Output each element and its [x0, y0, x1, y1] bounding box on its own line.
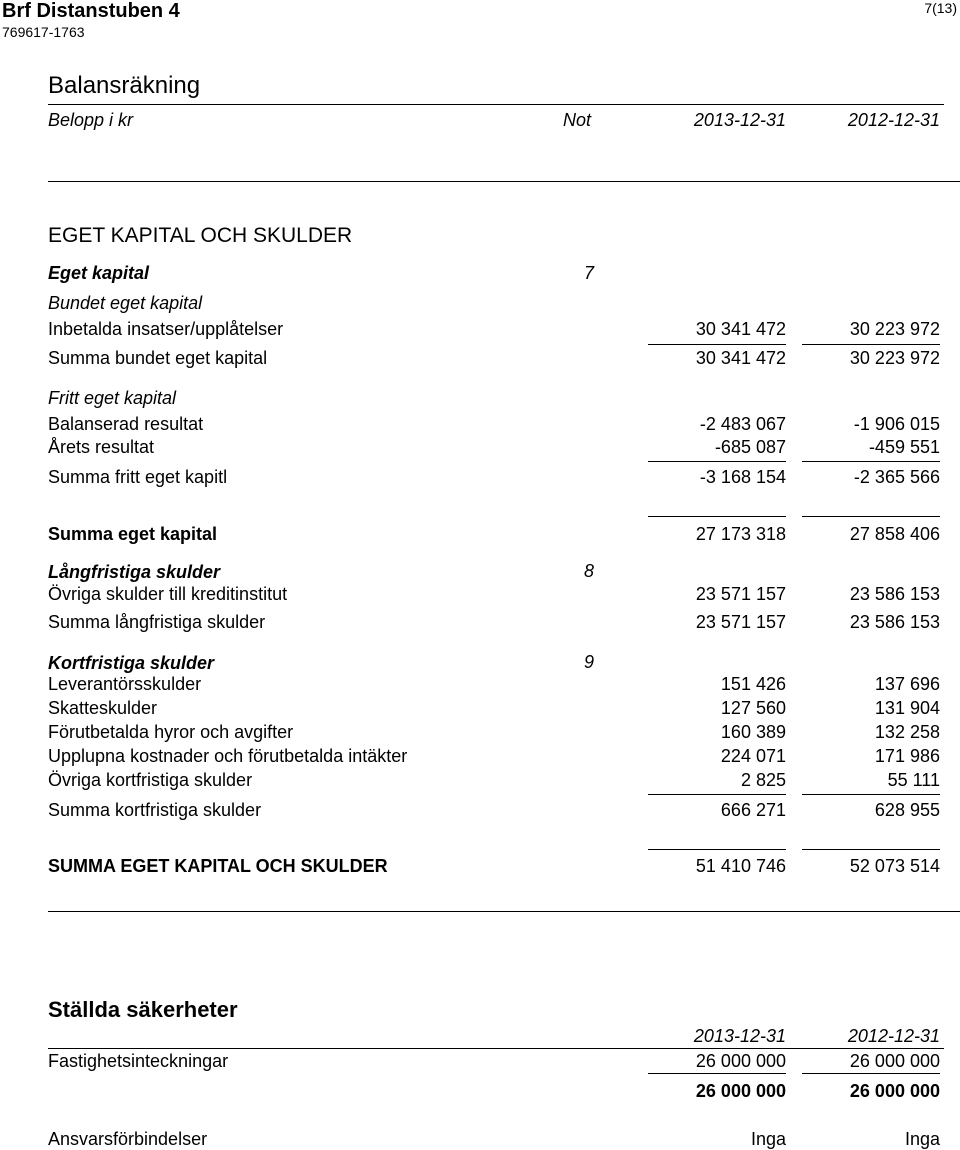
row-value-year1: 30 341 472	[695, 319, 786, 339]
securities-title: Ställda säkerheter	[48, 997, 238, 1022]
row-label: Övriga skulder till kreditinstitut	[48, 584, 288, 604]
balance-end-rule	[48, 911, 960, 912]
header-rule	[48, 181, 960, 182]
row-label: Upplupna kostnader och förutbetalda intäkter	[48, 746, 408, 766]
contingent-label: Ansvarsförbindelser	[48, 1129, 208, 1149]
securities-year2: 2012-12-31	[847, 1026, 940, 1046]
row-value-year2: 137 696	[874, 674, 940, 694]
row-value-year1: 2 825	[740, 770, 786, 790]
row-label: Årets resultat	[48, 437, 155, 457]
equity-note: 7	[584, 263, 595, 283]
row-label: Förutbetalda hyror och avgifter	[48, 722, 294, 742]
title-rule	[48, 104, 944, 105]
row-value-year1: 160 389	[720, 722, 786, 742]
row-value-year2: 131 904	[874, 698, 940, 718]
equity-total-label: Summa eget kapital	[48, 524, 218, 544]
sum-rule	[802, 794, 940, 795]
row-value-year1: -3 168 154	[699, 467, 786, 487]
row-value-year2: 30 223 972	[849, 348, 940, 368]
column-header-year2: 2012-12-31	[847, 110, 940, 130]
sum-rule	[648, 1073, 786, 1074]
sum-rule	[802, 344, 940, 345]
row-label: Summa bundet eget kapital	[48, 348, 268, 368]
section-title: EGET KAPITAL OCH SKULDER	[48, 224, 353, 247]
grand-total-year2: 52 073 514	[849, 856, 940, 876]
row-value-year2: 132 258	[874, 722, 940, 742]
long-term-heading: Långfristiga skulder	[48, 562, 221, 582]
row-value-year2: -2 365 566	[853, 467, 940, 487]
securities-year1: 2013-12-31	[693, 1026, 786, 1046]
securities-row-label: Fastighetsinteckningar	[48, 1051, 229, 1071]
sum-rule	[802, 461, 940, 462]
row-label: Övriga kortfristiga skulder	[48, 770, 253, 790]
row-value-year2: 55 111	[887, 770, 940, 790]
sum-rule	[648, 794, 786, 795]
row-label: Summa kortfristiga skulder	[48, 800, 262, 820]
column-header-note: Not	[563, 110, 592, 130]
column-header-year1: 2013-12-31	[693, 110, 786, 130]
page-title: Balansräkning	[48, 72, 201, 99]
row-value-year1: -685 087	[714, 437, 786, 457]
page-number: 7(13)	[924, 0, 957, 16]
contingent-year1: Inga	[750, 1129, 786, 1149]
row-value-year1: 23 571 157	[695, 612, 786, 632]
row-value-year2: 30 223 972	[849, 319, 940, 339]
contingent-year2: Inga	[904, 1129, 940, 1149]
row-value-year1: -2 483 067	[699, 414, 786, 434]
row-label: Skatteskulder	[48, 698, 158, 718]
row-value-year2: 23 586 153	[849, 584, 940, 604]
securities-row-year1: 26 000 000	[695, 1051, 786, 1071]
securities-row-year2: 26 000 000	[849, 1051, 940, 1071]
grand-total-label: SUMMA EGET KAPITAL OCH SKULDER	[48, 856, 388, 876]
row-value-year1: 151 426	[720, 674, 786, 694]
row-value-year1: 127 560	[720, 698, 786, 718]
sum-rule	[802, 516, 940, 517]
sum-rule	[802, 1073, 940, 1074]
row-label: Inbetalda insatser/upplåtelser	[48, 319, 284, 339]
row-value-year2: 628 955	[874, 800, 940, 820]
securities-total-year1: 26 000 000	[695, 1081, 786, 1101]
row-label: Summa fritt eget kapitl	[48, 467, 228, 487]
long-term-note: 8	[584, 561, 595, 581]
row-label: Balanserad resultat	[48, 414, 204, 434]
equity-heading: Eget kapital	[48, 263, 150, 283]
column-header-amount: Belopp i kr	[48, 110, 134, 130]
sum-rule	[648, 344, 786, 345]
sum-rule	[802, 849, 940, 850]
sum-rule	[648, 849, 786, 850]
company-name: Brf Distanstuben 4	[2, 0, 180, 22]
short-term-heading: Kortfristiga skulder	[48, 653, 215, 673]
sum-rule	[648, 516, 786, 517]
row-value-year1: 666 271	[720, 800, 786, 820]
row-value-year1: 23 571 157	[695, 584, 786, 604]
grand-total-year1: 51 410 746	[695, 856, 786, 876]
free-equity-heading: Fritt eget kapital	[48, 388, 177, 408]
org-number: 769617-1763	[2, 24, 85, 40]
row-value-year2: 23 586 153	[849, 612, 940, 632]
restricted-equity-heading: Bundet eget kapital	[48, 293, 203, 313]
row-value-year2: -459 551	[868, 437, 940, 457]
row-label: Summa långfristiga skulder	[48, 612, 266, 632]
row-value-year1: 224 071	[720, 746, 786, 766]
securities-total-year2: 26 000 000	[849, 1081, 940, 1101]
row-value-year2: -1 906 015	[853, 414, 940, 434]
row-value-year2: 171 986	[874, 746, 940, 766]
equity-total-year2: 27 858 406	[849, 524, 940, 544]
securities-header-rule	[48, 1048, 944, 1049]
row-label: Leverantörsskulder	[48, 674, 202, 694]
short-term-note: 9	[584, 652, 595, 672]
equity-total-year1: 27 173 318	[695, 524, 786, 544]
sum-rule	[648, 461, 786, 462]
row-value-year1: 30 341 472	[695, 348, 786, 368]
